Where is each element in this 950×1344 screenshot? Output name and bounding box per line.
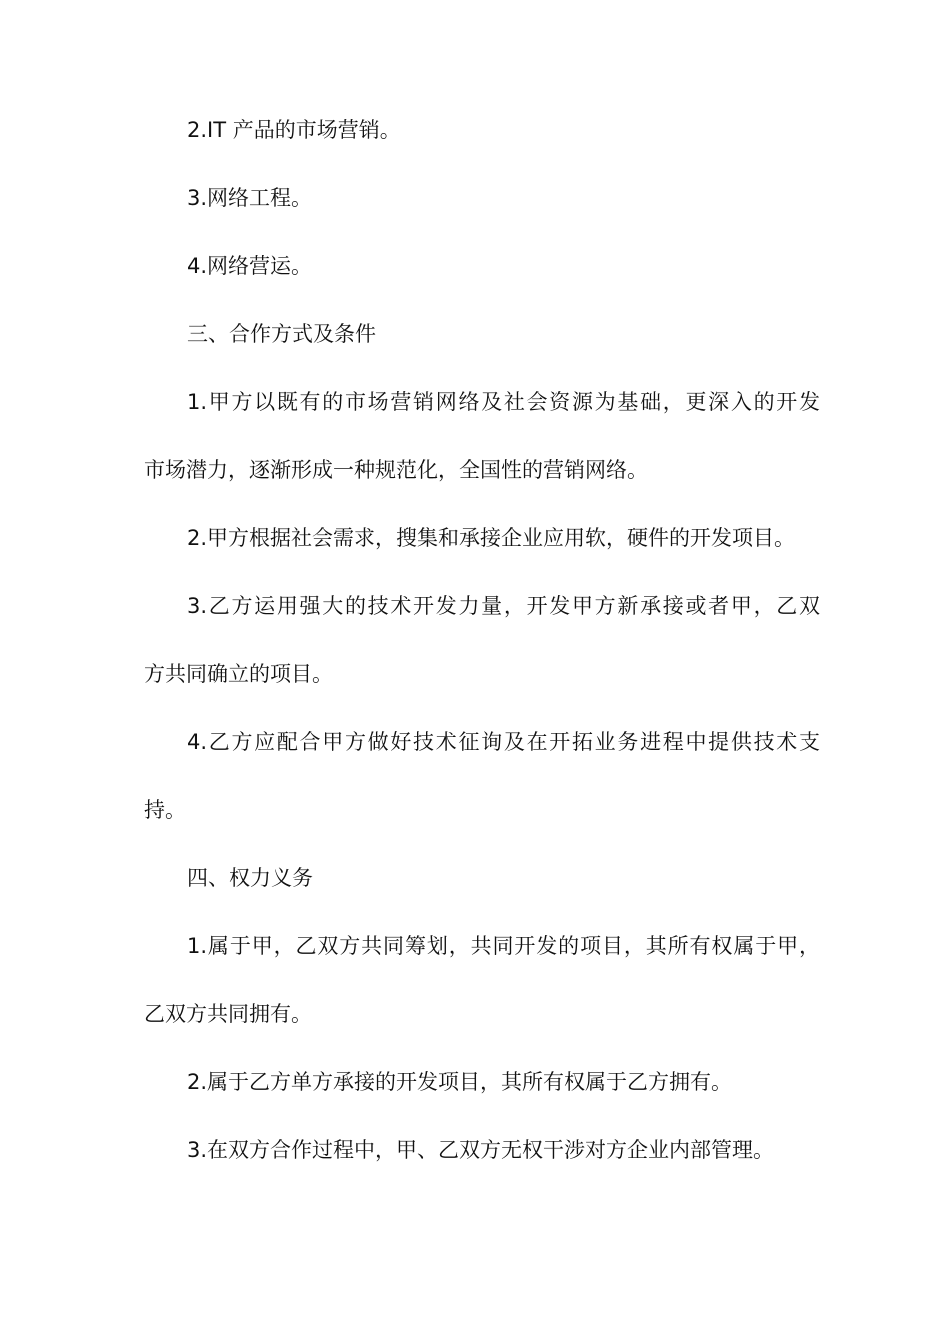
paragraph-line: 4.网络营运。 xyxy=(187,254,313,278)
paragraph-line: 乙双方共同拥有。 xyxy=(144,1002,312,1026)
paragraph-line: 持。 xyxy=(144,798,186,822)
paragraph-line: 2.甲方根据社会需求，搜集和承接企业应用软，硬件的开发项目。 xyxy=(187,526,796,550)
paragraph-line: 市场潜力，逐渐形成一种规范化，全国性的营销网络。 xyxy=(144,458,648,482)
paragraph-line: 2.IT 产品的市场营销。 xyxy=(187,118,401,142)
section-heading: 三、合作方式及条件 xyxy=(187,322,376,346)
paragraph-line: 4.乙方应配合甲方做好技术征询及在开拓业务进程中提供技术支 xyxy=(187,730,820,754)
paragraph-line: 1.甲方以既有的市场营销网络及社会资源为基础，更深入的开发 xyxy=(187,390,820,414)
document-body xyxy=(144,96,820,1184)
paragraph-line: 3.在双方合作过程中，甲、乙双方无权干涉对方企业内部管理。 xyxy=(187,1138,775,1162)
paragraph-line: 3.网络工程。 xyxy=(187,186,313,210)
paragraph-line: 方共同确立的项目。 xyxy=(144,662,333,686)
paragraph-line: 2.属于乙方单方承接的开发项目，其所有权属于乙方拥有。 xyxy=(187,1070,733,1094)
section-heading: 四、权力义务 xyxy=(187,866,313,890)
paragraph-line: 1.属于甲，乙双方共同筹划，共同开发的项目，其所有权属于甲， xyxy=(187,934,820,958)
paragraph-line: 3.乙方运用强大的技术开发力量，开发甲方新承接或者甲，乙双 xyxy=(187,594,820,618)
